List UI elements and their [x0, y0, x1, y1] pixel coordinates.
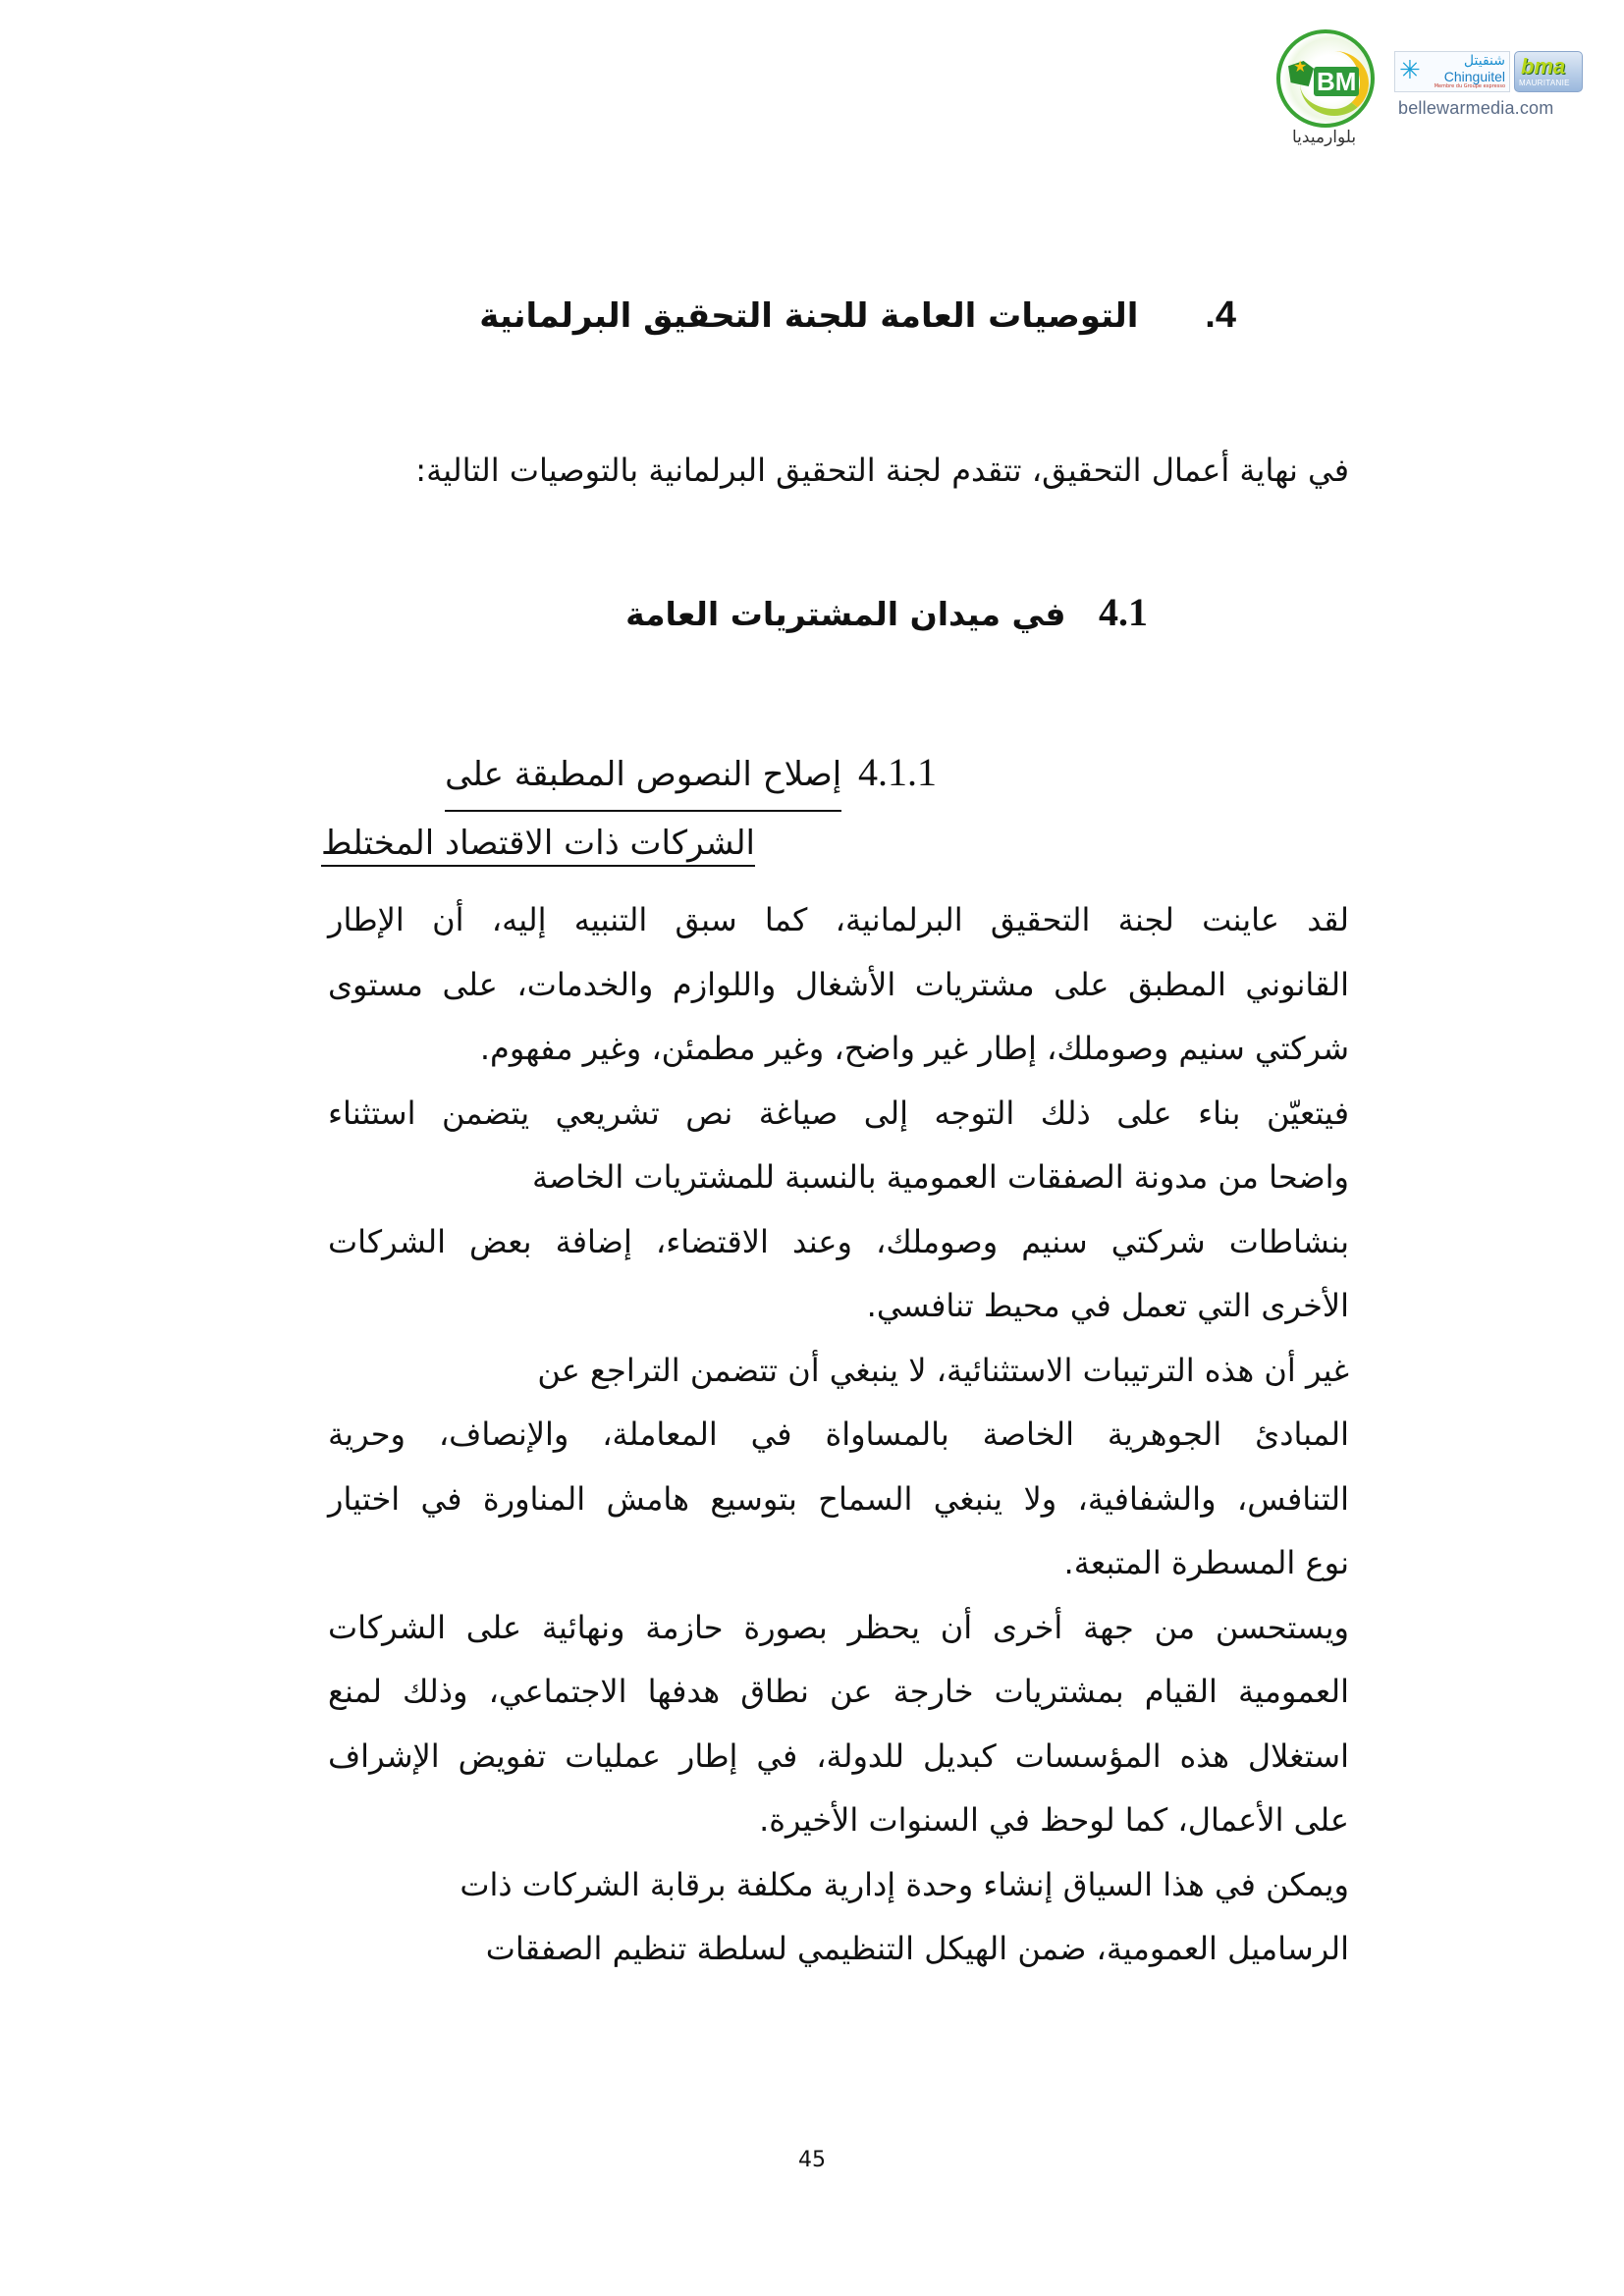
section-heading — [479, 294, 1236, 337]
subsection-heading — [625, 589, 1148, 635]
text-line: العمومية القيام بمشتريات خارجة عن نطاق هدفها الاجتماعي، وذلك لمنع — [328, 1673, 1349, 1710]
subsection-number: 4.1 — [1099, 590, 1148, 634]
text-line: نوع المسطرة المتبعة. — [1063, 1544, 1349, 1581]
header-logos — [1276, 29, 1591, 147]
text-line: على الأعمال، كما لوحظ في السنوات الأخيرة. — [759, 1801, 1349, 1839]
text-line: المبادئ الجوهرية الخاصة بالمساواة في المعاملة، والإنصاف، وحرية — [328, 1415, 1349, 1453]
text-line: ويمكن في هذا السياق إنشاء وحدة إدارية مكلفة برقابة الشركات ذات — [460, 1865, 1349, 1903]
bma-name: bma — [1521, 54, 1566, 79]
section-number: 4. — [1205, 294, 1236, 336]
text-line: لقد عاينت لجنة التحقيق البرلمانية، كما سبق التنبيه إليه، أن الإطار — [328, 901, 1349, 938]
bma-logo — [1514, 51, 1583, 92]
subsection-title: في ميدان المشتريات العامة — [625, 595, 1066, 633]
paragraph — [328, 1596, 1349, 1853]
bellewar-mark: BM — [1314, 67, 1359, 96]
text-line: فيتعيّن بناء على ذلك التوجه إلى صياغة نص تشريعي يتضمن استثناء — [328, 1094, 1349, 1132]
paragraph — [328, 888, 1349, 1082]
subsubsection-heading — [321, 741, 937, 875]
text-line: غير أن هذه الترتيبات الاستثنائية، لا ينبغي أن تتضمن التراجع عن — [537, 1351, 1349, 1389]
bellewar-arabic-name: بلوارميديا — [1292, 128, 1357, 147]
text-line: الرساميل العمومية، ضمن الهيكل التنظيمي لسلطة تنظيم الصفقات — [485, 1930, 1349, 1967]
subsubsection-title-line2: الشركات ذات الاقتصاد المختلط — [321, 824, 755, 867]
text-line: بنشاطات شركتي سنيم وصوملك، وعند الاقتضاء، إضافة بعض الشركات — [328, 1222, 1349, 1260]
subsubsection-number: 4.1.1 — [858, 750, 937, 794]
intro-paragraph: في نهاية أعمال التحقيق، تتقدم لجنة التحقيق البرلمانية بالتوصيات التالية: — [415, 452, 1349, 489]
body-text — [328, 888, 1349, 1982]
text-line: شركتي سنيم وصوملك، إطار غير واضح، وغير مطمئن، وغير مفهوم. — [479, 1030, 1349, 1067]
snowflake-icon: ✳ — [1399, 56, 1421, 85]
subsubsection-line1 — [328, 741, 937, 812]
bellewar-logo — [1276, 29, 1375, 128]
paragraph — [328, 1339, 1349, 1596]
star-icon: ★ — [1293, 57, 1308, 76]
chinguitel-name: Chinguitel — [1443, 69, 1505, 84]
bma-country: MAURITANIE — [1519, 79, 1570, 87]
page-number: 45 — [798, 2148, 826, 2172]
section-title: التوصيات العامة للجنة التحقيق البرلمانية — [479, 296, 1139, 336]
subsubsection-title-line1: إصلاح النصوص المطبقة على — [445, 743, 841, 812]
text-line: استغلال هذه المؤسسات كبديل للدولة، في إطار عمليات تفويض الإشراف — [328, 1736, 1349, 1775]
text-line: واضحا من مدونة الصفقات العمومية بالنسبة للمشتريات الخاصة — [531, 1158, 1349, 1196]
paragraph — [328, 1082, 1349, 1339]
text-line: ويستحسن من جهة أخرى أن يحظر بصورة حازمة ونهائية على الشركات — [328, 1608, 1349, 1646]
text-line: التنافس، والشفافية، ولا ينبغي السماح بتوسيع هامش المناورة في اختيار — [328, 1479, 1349, 1518]
site-url: bellewarmedia.com — [1398, 98, 1554, 118]
chinguitel-logo — [1394, 51, 1510, 92]
text-line: القانوني المطبق على مشتريات الأشغال واللوازم والخدمات، على مستوى — [328, 965, 1349, 1003]
chinguitel-arabic-name: شنقيتل — [1463, 53, 1505, 69]
chinguitel-tagline: Membre du Groupe expresso — [1434, 83, 1505, 89]
text-line: الأخرى التي تعمل في محيط تنافسي. — [866, 1287, 1349, 1324]
paragraph — [328, 1853, 1349, 1982]
subsubsection-line2 — [321, 812, 937, 875]
